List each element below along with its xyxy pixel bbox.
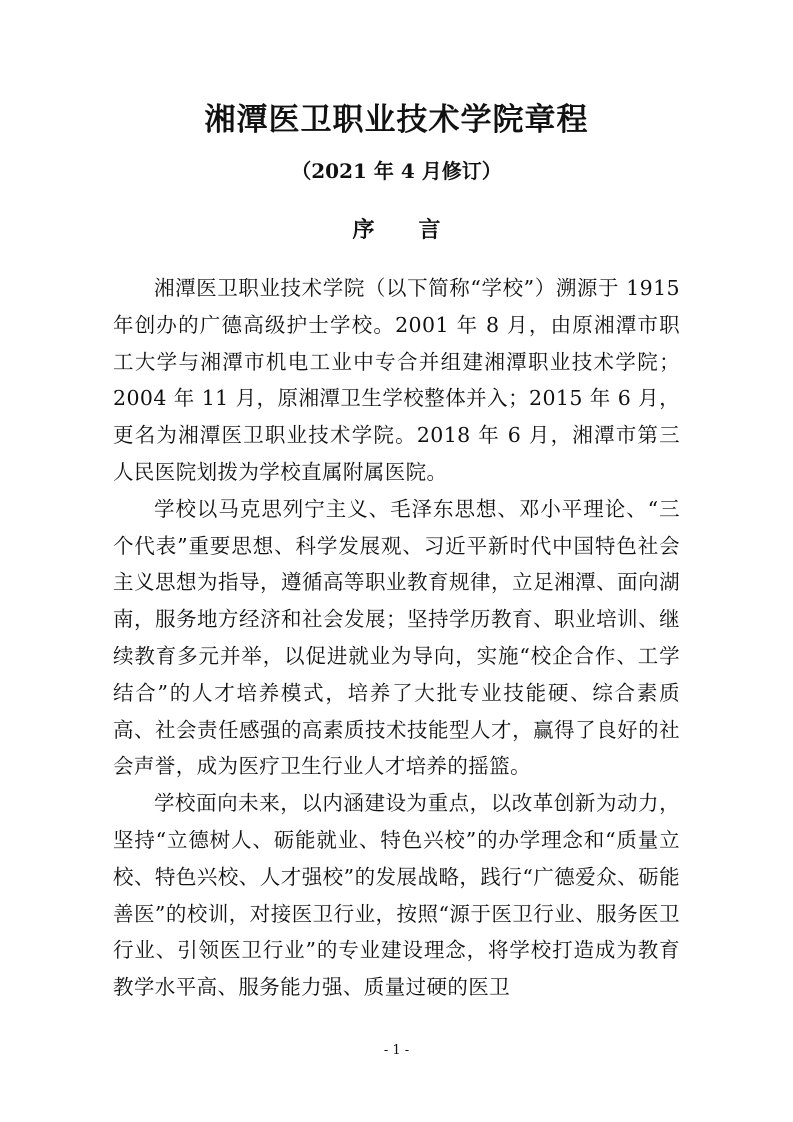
paragraph-future-vision: 学校面向未来，以内涵建设为重点，以改革创新为动力，坚持“立德树人、砺能就业、特色兴校”的办学理念和“质量立校、特色兴校、人才强校”的发展战略，践行“广德爱众、砺能善医”的校训，对接医卫行业，按照“源于医卫行业、服务医卫行业、引领医卫行业”的专业建设理念，将学校打造成为教育教学水平高、服务能力强、质量过硬的医卫 bbox=[113, 791, 680, 1000]
section-heading-char-2: 言 bbox=[418, 217, 441, 243]
paragraph-guiding-ideology: 学校以马克思列宁主义、毛泽东思想、邓小平理论、“三个代表”重要思想、科学发展观、习近平新时代中国特色社会主义思想为指导，遵循高等职业教育规律，立足湘潭、面向湖南，服务地方经济和社会发展；坚持学历教育、职业培训、继续教育多元并举，以促进就业为导向，实施“校企合作、工学结合”的人才培养模式，培养了大批专业技能硬、综合素质高、社会责任感强的高素质技术技能型人才，赢得了良好的社会声誉，成为医疗卫生行业人才培养的摇篮。 bbox=[113, 496, 680, 779]
document-title: 湘潭医卫职业技术学院章程 bbox=[204, 102, 589, 138]
section-heading-char-1: 序 bbox=[352, 217, 375, 243]
section-heading-preface bbox=[0, 215, 793, 245]
preface-body bbox=[113, 270, 680, 1006]
paragraph-history: 湘潭医卫职业技术学院（以下简称“学校”）溯源于 1915 年创办的广德高级护士学校。2001 年 8 月，由原湘潭市职工大学与湘潭市机电工业中专合并组建湘潭职业技术学院；2004 年 11 月，原湘潭卫生学校整体并入；2015 年 6 月，更名为湘潭医卫职业技术学院。2018 年 6 月，湘潭市第三人民医院划拨为学校直属附属医院。 bbox=[113, 276, 680, 484]
page-number: - 1 - bbox=[383, 1043, 410, 1058]
document-subtitle: （2021 年 4 月修订） bbox=[291, 159, 502, 183]
